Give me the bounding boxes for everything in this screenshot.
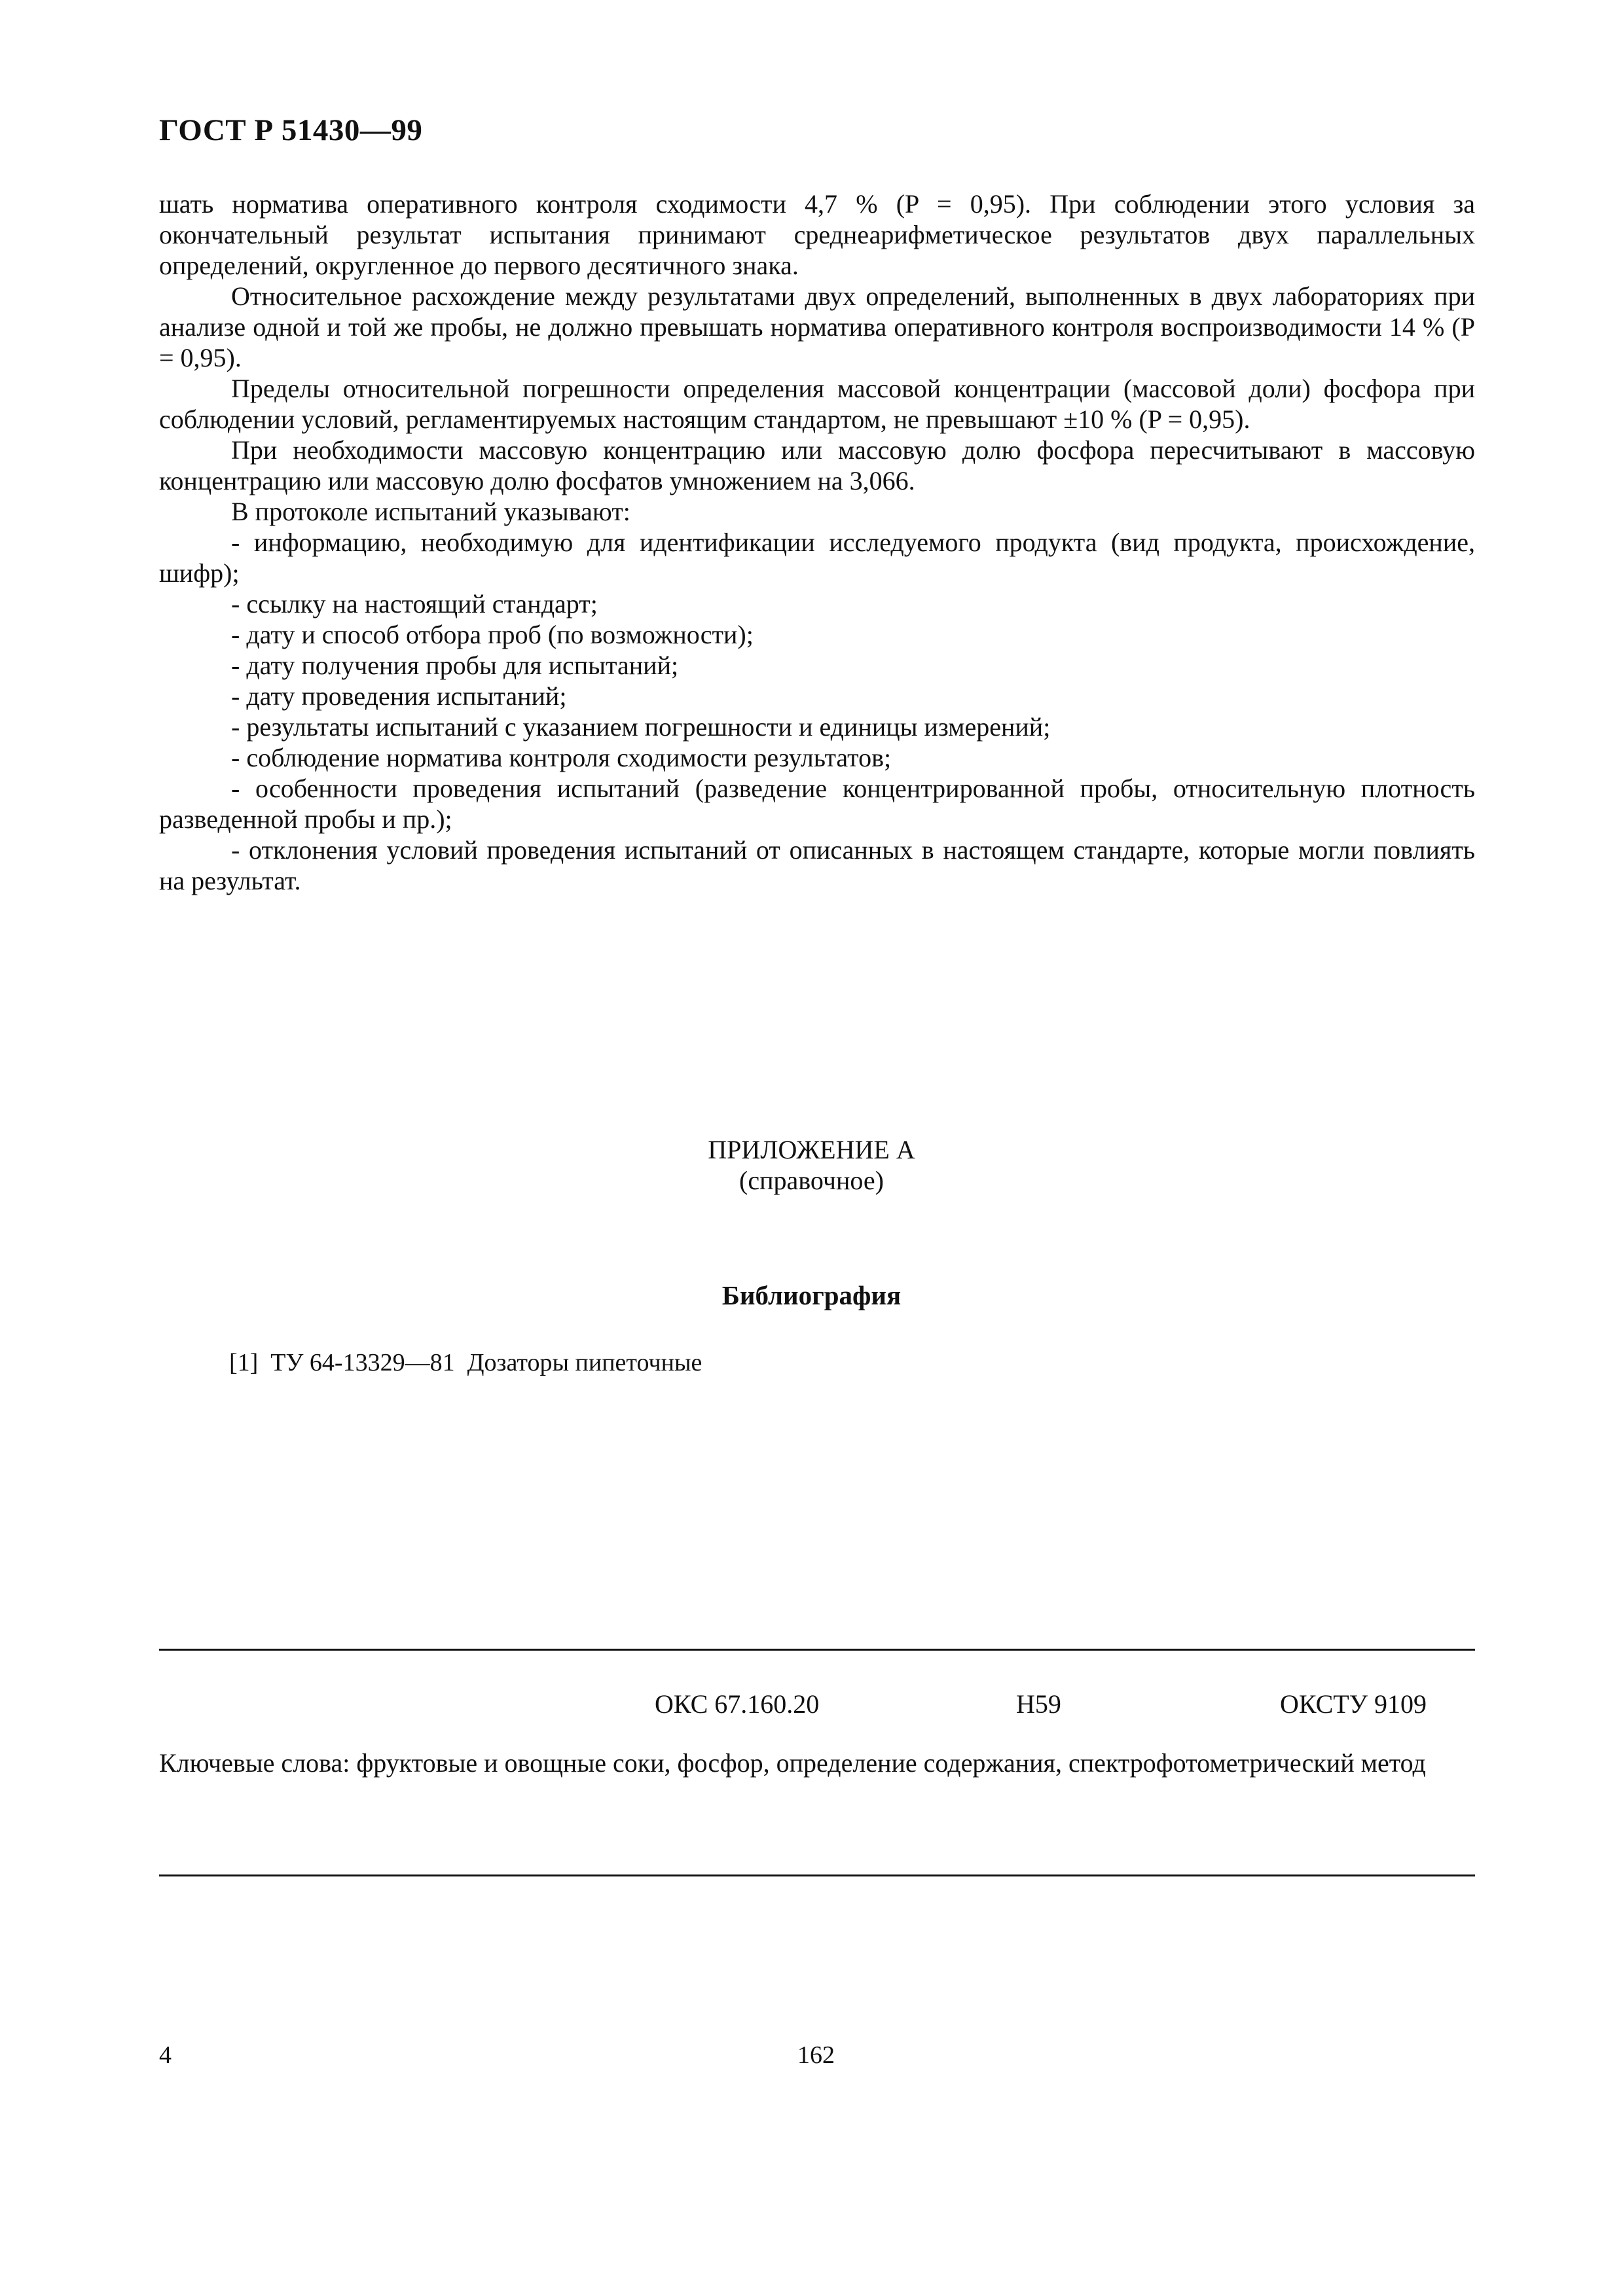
paragraph: Относительное расхождение между результатами двух определений, выполненных в двух лабораториях при анализе одной и той же пробы, не должно превышать норматива оперативного контроля воспроизводимости 14 % (P = 0,95). [159, 281, 1475, 372]
document-header: ГОСТ Р 51430—99 [159, 113, 423, 147]
paragraph: Пределы относительной погрешности определения массовой концентрации (массовой доли) фосфора при соблюдении условий, регламентируемых настоящим стандартом, не превышают ±10 % (P = 0,95). [159, 374, 1475, 434]
page-number-center: 162 [797, 2041, 835, 2069]
list-item: - дату и способ отбора проб (по возможности); [231, 620, 754, 649]
list-item: - отклонения условий проведения испытаний от описанных в настоящем стандарте, которые могли повлиять на результат. [159, 835, 1475, 895]
paragraph: шать норматива оперативного контроля сходимости 4,7 % (P = 0,95). При соблюдении этого условия за окончательный результат испытания принимают среднеарифметическое результатов двух параллельных определений, округленное до первого десятичного знака. [159, 189, 1475, 280]
main-text [159, 188, 1475, 896]
list-item: - ссылку на настоящий стандарт; [231, 589, 598, 619]
bibliography-title: Библиография [721, 1280, 902, 1310]
paragraph: В протоколе испытаний указывают: [231, 497, 630, 526]
oks-code: ОКС 67.160.20 [655, 1689, 820, 1719]
page-number-left: 4 [159, 2041, 172, 2069]
okstu-code: ОКСТУ 9109 [1280, 1689, 1427, 1719]
group-code: Н59 [1016, 1689, 1061, 1719]
list-item: - информацию, необходимую для идентификации исследуемого продукта (вид продукта, происхождение, шифр); [159, 528, 1475, 588]
bottom-divider [159, 1874, 1475, 1876]
list-item: - соблюдение норматива контроля сходимости результатов; [231, 743, 892, 772]
keywords: Ключевые слова: фруктовые и овощные соки, фосфор, определение содержания, спектрофотометрический метод [159, 1748, 1426, 1778]
list-item: - дату проведения испытаний; [231, 681, 567, 711]
bibliography-item: [1] ТУ 64-13329—81 Дозаторы пипеточные [229, 1349, 702, 1376]
list-item: - особенности проведения испытаний (разведение концентрированной пробы, относительную плотность разведенной пробы и пр.); [159, 774, 1475, 834]
list-item: - результаты испытаний с указанием погрешности и единицы измерений; [231, 712, 1051, 742]
list-item: - дату получения пробы для испытаний; [231, 651, 679, 680]
appendix-subtitle: (справочное) [739, 1166, 884, 1195]
top-divider [159, 1649, 1475, 1651]
paragraph: При необходимости массовую концентрацию или массовую долю фосфора пересчитывают в массовую концентрацию или массовую долю фосфатов умножением на 3,066. [159, 435, 1475, 495]
appendix-title: ПРИЛОЖЕНИЕ А [708, 1135, 915, 1164]
